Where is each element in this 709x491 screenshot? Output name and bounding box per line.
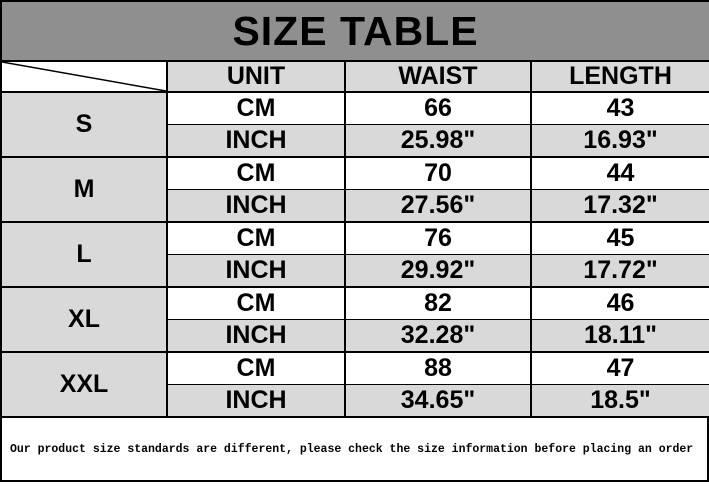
table-row-m-cm xyxy=(1,157,709,190)
column-header-waist: WAIST xyxy=(345,61,531,92)
length-value-cell: 16.93" xyxy=(531,125,709,158)
size-label-m: M xyxy=(1,157,167,222)
table-row-xl-cm xyxy=(1,287,709,320)
column-header-unit: UNIT xyxy=(167,61,345,92)
waist-value-cell: 70 xyxy=(345,157,531,190)
column-header-row xyxy=(1,61,709,92)
unit-cell-inch: INCH xyxy=(167,255,345,288)
table-row-xxl-cm xyxy=(1,352,709,385)
waist-value-cell: 34.65" xyxy=(345,385,531,418)
size-label-xxl: XXL xyxy=(1,352,167,417)
waist-value-cell: 27.56" xyxy=(345,190,531,223)
length-value-cell: 18.5" xyxy=(531,385,709,418)
size-label-s: S xyxy=(1,92,167,157)
size-label-l: L xyxy=(1,222,167,287)
unit-cell-cm: CM xyxy=(167,92,345,125)
waist-value-cell: 32.28" xyxy=(345,320,531,353)
length-value-cell: 17.72" xyxy=(531,255,709,288)
size-label-xl: XL xyxy=(1,287,167,352)
table-row-s-cm xyxy=(1,92,709,125)
length-value-cell: 46 xyxy=(531,287,709,320)
unit-cell-cm: CM xyxy=(167,157,345,190)
length-value-cell: 18.11" xyxy=(531,320,709,353)
length-value-cell: 47 xyxy=(531,352,709,385)
unit-cell-inch: INCH xyxy=(167,320,345,353)
waist-value-cell: 82 xyxy=(345,287,531,320)
waist-value-cell: 29.92" xyxy=(345,255,531,288)
waist-value-cell: 76 xyxy=(345,222,531,255)
unit-cell-cm: CM xyxy=(167,222,345,255)
table-row-l-cm xyxy=(1,222,709,255)
unit-cell-inch: INCH xyxy=(167,190,345,223)
length-value-cell: 17.32" xyxy=(531,190,709,223)
unit-cell-cm: CM xyxy=(167,352,345,385)
waist-value-cell: 66 xyxy=(345,92,531,125)
unit-cell-cm: CM xyxy=(167,287,345,320)
size-table-title: SIZE TABLE xyxy=(1,1,709,61)
footer-note: Our product size standards are different, please check the size information before placing an order xyxy=(0,416,709,482)
column-header-length: LENGTH xyxy=(531,61,709,92)
length-value-cell: 44 xyxy=(531,157,709,190)
length-value-cell: 45 xyxy=(531,222,709,255)
unit-cell-inch: INCH xyxy=(167,125,345,158)
diagonal-header-cell xyxy=(1,61,167,92)
diagonal-line xyxy=(2,62,166,91)
title-row xyxy=(1,1,709,61)
unit-cell-inch: INCH xyxy=(167,385,345,418)
waist-value-cell: 25.98" xyxy=(345,125,531,158)
length-value-cell: 43 xyxy=(531,92,709,125)
waist-value-cell: 88 xyxy=(345,352,531,385)
